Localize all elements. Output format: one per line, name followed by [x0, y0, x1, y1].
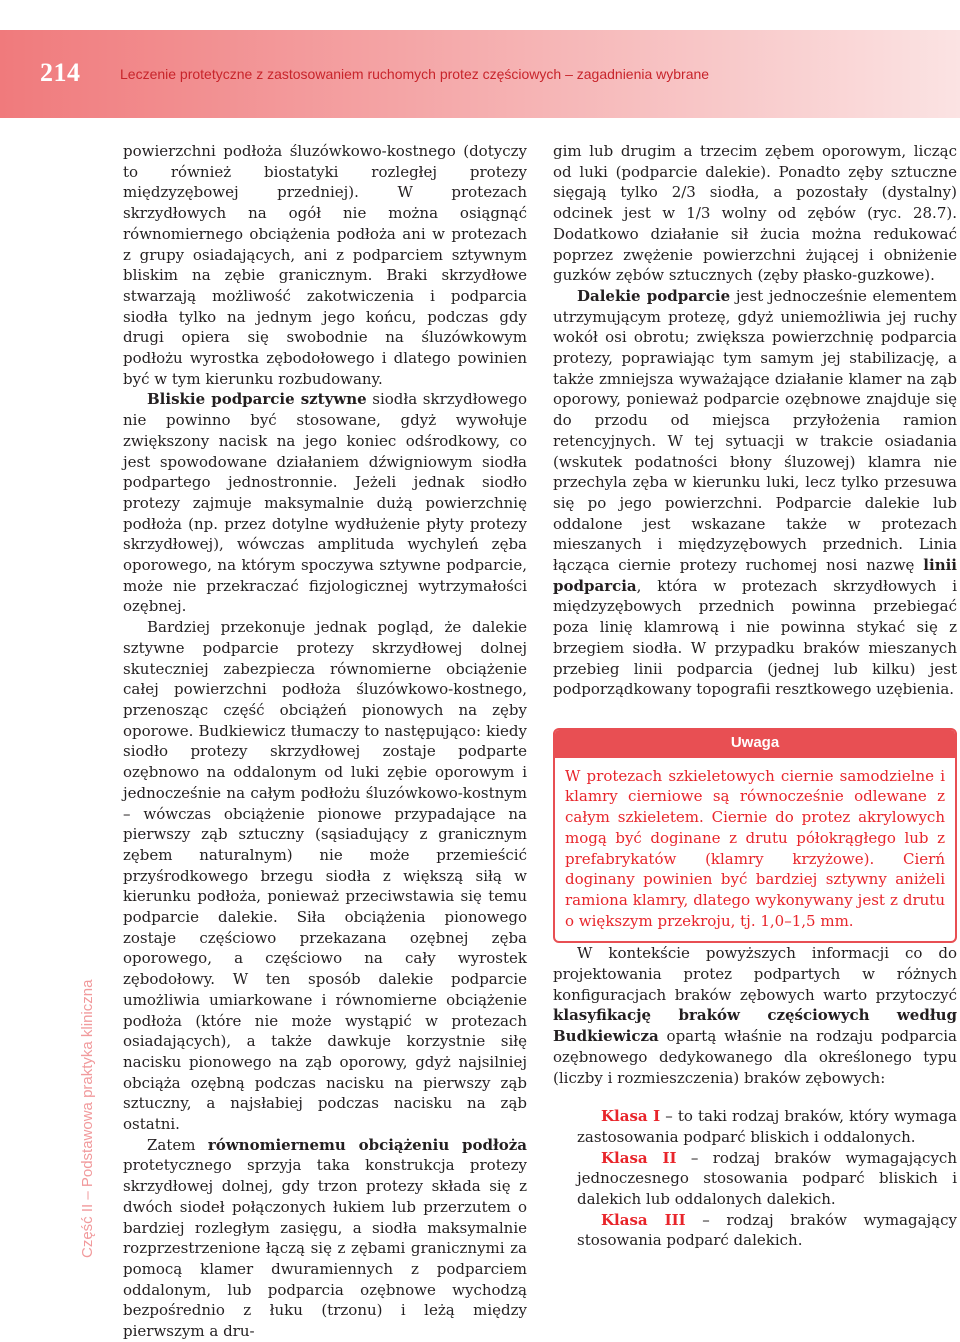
- paragraph-text: siodła skrzydłowego nie powinno być stosowane, gdyż wywołuje zwiększony nacisk na jego koniec odśrodkowy, co jest spowodowane działaniem dźwigniowym siodła podpartego jednostronnie. Jeżeli jednak siodło protezy zajmuje maksymalnie dużą powierzchnię podłoża (np. przez dotylne wydłużenie płyty protezy skrzydłowej), wówczas amplituda wychyleń zęba oporowego, na którym spoczywa sztywne podparcie, może nie przekraczać fizjologicznej wytrzymałości ozębnej.: [123, 390, 527, 616]
- bold-term: Bliskie podparcie sztywne: [147, 390, 367, 409]
- note-text: W protezach szkieletowych ciernie samodzielne i klamry cierniowe są równocześnie odlewane z całym szkieletem. Ciernie do protez akrylowych mogą być doginane z drutu półokrągłego lub z prefabrykatów (klamry krzyżowe). Cierń doginany powinien być bardziej sztywny aniżeli ramiona klamry, dlatego wykonywany jest z drutu o większym przekroju, tj. 1,0–1,5 mm.: [565, 766, 945, 930]
- left-column: [123, 141, 527, 1342]
- paragraph: [553, 286, 957, 700]
- right-column: [553, 141, 957, 1251]
- class-text: – rodzaj braków wymagających jednoczesnego stosowania podparć bliskich i dalekich lub oddalonych dalekich.: [577, 1148, 957, 1209]
- paragraph-text: Zatem: [147, 1135, 208, 1154]
- classification-list: [553, 1106, 957, 1251]
- class-text: – to taki rodzaj braków, który wymaga zastosowania podparć bliskich i oddalonych.: [577, 1107, 958, 1146]
- bold-term: równomiernemu obciążeniu podłoża: [207, 1135, 528, 1154]
- page-number: 214: [40, 58, 81, 87]
- class-label: Klasa I: [601, 1107, 661, 1126]
- class-label: Klasa III: [601, 1210, 686, 1229]
- running-title: Leczenie protetyczne z zastosowaniem ruchomych protez częściowych – zagadnienia wybrane: [120, 66, 710, 82]
- classification-item: [553, 1210, 957, 1251]
- paragraph: gim lub drugim a trzecim zębem oporowym, licząc od luki (podparcie dalekie). Ponadto zęby sztuczne sięgają tylko 2/3 siodła, a pozostały (dystalny) odcinek jest w 1/3 wolny od zębów (ryc. 28.7). Dodatkowo działanie sił żucia można redukować poprzez zwężenie powierzchni żującej i obniżenie guzków zębów sztucznych (zęby płasko-guzkowe).: [553, 142, 957, 285]
- bold-term: klasyfikację braków częściowych według Budkiewicza: [553, 1006, 957, 1046]
- bold-term: Dalekie podparcie: [577, 286, 731, 305]
- class-label: Klasa II: [601, 1148, 677, 1167]
- paragraph-text: , która w protezach skrzydłowych i międzyzębowych przednich powinna przebiegać poza linię klamrową i nie powinna stykać się z brzegiem siodła. W przypadku braków mieszanych przebieg linii podparcia (jednej lub kilku) jest podporządkowany topografii resztkowego uzębienia.: [553, 576, 957, 699]
- paragraph: [553, 943, 957, 1088]
- classification-item: [553, 1148, 957, 1210]
- side-section-label: Część II – Podstawowa praktyka kliniczna: [79, 979, 96, 1258]
- note-title: Uwaga: [555, 730, 955, 758]
- paragraph: [123, 1135, 527, 1342]
- paragraph-text: W kontekście powyższych informacji co do projektowania protez podpartych w różnych konfiguracjach braków zębowych warto przytoczyć: [553, 944, 957, 1004]
- paragraph-text: protetycznego sprzyja taka konstrukcja protezy skrzydłowej dolnej, gdy trzon protezy składa się z dwóch siodeł połączonych łukiem lub przerzutem o bardziej rozległym zasięgu, a siodła maksymalnie rozprzestrzenione łączą się z zębami granicznymi za pomocą klamer dwuramiennych z podparciem oddalonym, lub podparcia ozębnowe wychodzą bezpośrednio z łuku (trzonu) i leżą między pierwszym a dru-: [123, 1156, 527, 1341]
- bold-term: linii podparcia: [553, 556, 957, 595]
- paragraph-text: jest jednocześnie elementem utrzymującym protezę, gdyż uniemożliwia jej ruchy wokół osi obrotu; zwiększa powierzchnię podparcia protezy, poprawiając tym samym jej stabilizację, a także zmniejsza wyważające działanie klamer na ząb oporowy, ponieważ podparcie ozębnowe znajduje się do przodu od miejsca przyłożenia ramion retencyjnych. W tej sytuacji w trakcie osiadania (wskutek podatności błony śluzowej) klamra nie przechyla zęba w kierunku luki, lecz tylko przesuwa się po jego powierzchni. Podparcie dalekie lub oddalone jest wskazane także w protezach mieszanych i międzyzębowych przednich. Linia łącząca ciernie protezy ruchomej nosi nazwę: [553, 286, 957, 575]
- paragraph: Bardziej przekonuje jednak pogląd, że dalekie sztywne podparcie protezy skrzydłowej dolnej skuteczniej zabezpiecza równomierne obciążenie całej powierzchni podłoża śluzówkowo-kostnego, przenosząc część obciążeń pionowych na zęby oporowe. Budkiewicz tłumaczy to następująco: kiedy siodło protezy skrzydłowej zostaje podparte ozębnowo na oddalonym od luki zębie oporowym i jednocześnie na całym podłożu śluzówkowo-kostnym – wówczas obciążenie pionowe przypadające na pierwszy ząb sztuczny (sąsiadujący z granicznym zębem naturalnym) nie może przemieścić przyśrodkowego brzegu siodła z większą siłą w kierunku podłoża, ponieważ przeciwstawia się temu podparcie dalekie. Siła obciążenia pionowego zostaje częściowo przekazana ozębnej zęba oporowego, a częściowo na cały wyrostek zębodołowy. W ten sposób dalekie podparcie umożliwia umiarkowane i równomierne obciążenie podłoża (które nie może wystąpić w protezach osiadających), a także dawkuje korzystnie siłę nacisku pionowego na ząb oporowy, gdyż najsilniej obciąża ozębną podczas nacisku na pierwszy ząb sztuczny, a najsłabiej podczas nacisku na ząb ostatni.: [123, 618, 527, 1134]
- note-box: [553, 728, 957, 943]
- class-text: – rodzaj braków wymagający stosowania podparć dalekich.: [577, 1210, 957, 1250]
- paragraph: [123, 389, 527, 617]
- paragraph: powierzchni podłoża śluzówkowo-kostnego (dotyczy to również biostatyki rozległej protezy międzyzębowej przedniej). W protezach skrzydłowych na ogół nie można osiągnąć równomiernego obciążenia podłoża ani w protezach z grupy osiadających, ani z podparciem sztywnym bliskim na zębie granicznym. Braki skrzydłowe stwarzają możliwość zakotwiczenia i podparcia siodła tylko na jednym jego końcu, podczas gdy drugi opiera się swobodnie na śluzówkowym podłożu wyrostka zębodołowego i dlatego powinien być w tym kierunku rozbudowany.: [123, 142, 527, 388]
- paragraph-text: opartą właśnie na rodzaju podparcia ozębnowego dedykowanego dla określonego typu (liczby i rozmieszczenia) braków zębowych:: [553, 1027, 957, 1087]
- classification-item: [553, 1106, 957, 1147]
